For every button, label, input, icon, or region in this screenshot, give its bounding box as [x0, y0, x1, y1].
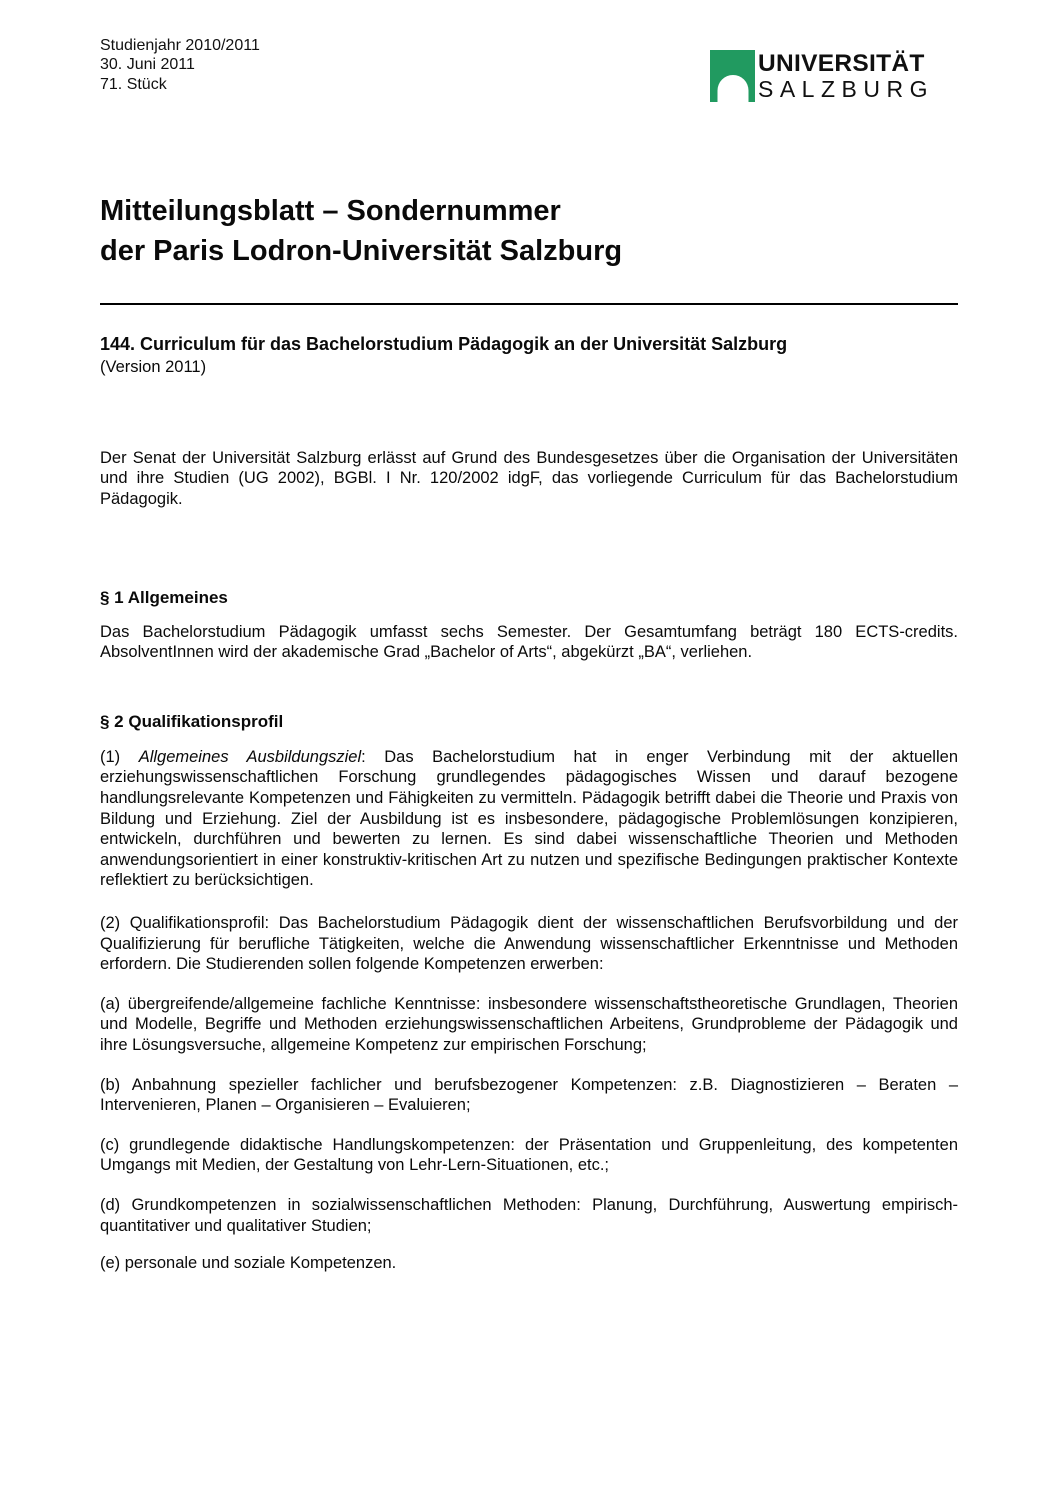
competency-item-c: (c) grundlegende didaktische Handlungskompetenzen: der Präsentation und Gruppenleitung, des kompetenten Umgangs mit Medien, der Gestaltung von Lehr-Lern-Situationen, etc.; — [100, 1135, 958, 1175]
logo-wordmark — [758, 50, 934, 102]
issue-studienjahr: Studienjahr 2010/2011 — [100, 37, 260, 54]
logo-wordmark-salzburg: SALZBURG — [758, 76, 934, 102]
section-2-paragraph-1 — [100, 747, 958, 891]
competency-item-d: (d) Grundkompetenzen in sozialwissenschaftlichen Methoden: Planung, Durchführung, Auswertung empirisch-quantitativer und qualitativer Studien; — [100, 1195, 958, 1235]
page-title-line1: Mitteilungsblatt – Sondernummer — [100, 194, 561, 227]
competency-item-a: (a) übergreifende/allgemeine fachliche Kenntnisse: insbesondere wissenschaftstheoretische Grundlagen, Theorien und Modelle, Begriffe und Methoden erziehungswissenschaftlichen Arbeitens, Grundprobleme der Pädagogik und ihre Lösungsversuche, allgemeine Kompetenz zur empirischen Forschung; — [100, 994, 958, 1054]
section-1-paragraph: Das Bachelorstudium Pädagogik umfasst sechs Semester. Der Gesamtumfang beträgt 180 ECTS-credits. AbsolventInnen wird der akademische Grad „Bachelor of Arts“, abgekürzt „BA“, verliehen. — [100, 622, 958, 662]
paragraph-1-number: (1) — [100, 747, 139, 766]
paragraph-1-text: : Das Bachelorstudium hat in enger Verbindung mit der aktuellen erziehungswissenschaftlichen Forschung grundlegendes pädagogisches Wissen und darauf bezogene handlungsrelevante Kompetenzen und Fähigkeiten zu vermitteln. Pädagogik betrifft dabei die Theorie und Praxis von Bildung und Erziehung. Ziel der Ausbildung ist es insbesondere, pädagogische Problemlösungen konzipieren, entwickeln, durchführen und bewerten zu lernen. Es sind dabei wissenschaftliche Theorien und Methoden anwendungsorientiert in einer konstruktiv-kritischen Art zu nutzen und spezifische Bedingungen praktischer Kontexte reflektiert zu berücksichtigen. — [100, 747, 958, 890]
competency-item-e: (e) personale und soziale Kompetenzen. — [100, 1254, 397, 1273]
dome-shape — [717, 75, 748, 102]
salzburg-dome-icon — [710, 50, 755, 102]
curriculum-heading: 144. Curriculum für das Bachelorstudium Pädagogik an der Universität Salzburg — [100, 333, 788, 354]
competency-item-b: (b) Anbahnung spezieller fachlicher und berufsbezogener Kompetenzen: z.B. Diagnostizieren – Beraten – Intervenieren, Planen – Organisieren – Evaluieren; — [100, 1075, 958, 1115]
paragraph-1-italic-term: Allgemeines Ausbildungsziel — [138, 747, 362, 766]
title-divider — [100, 303, 958, 305]
page-title — [100, 191, 958, 271]
page-title-line2: der Paris Lodron-Universität Salzburg — [100, 234, 623, 267]
section-2-heading: § 2 Qualifikationsprofil — [100, 711, 284, 731]
logo-wordmark-universitat: UNIVERSITÄT — [758, 50, 925, 77]
university-logo — [710, 50, 934, 102]
intro-paragraph: Der Senat der Universität Salzburg erlässt auf Grund des Bundesgesetzes über die Organisation der Universitäten und ihre Studien (UG 2002), BGBl. I Nr. 120/2002 idgF, das vorliegende Curriculum für das Bachelorstudium Pädagogik. — [100, 448, 958, 509]
issue-number: 71. Stück — [100, 75, 167, 93]
issue-date: 30. Juni 2011 — [100, 56, 195, 74]
section-2-paragraph-2: (2) Qualifikationsprofil: Das Bachelorstudium Pädagogik dient der wissenschaftlichen Berufsvorbildung und der Qualifizierung für berufliche Tätigkeiten, welche die Anwendung wissenschaftlicher Erkenntnisse und Methoden erfordern. Die Studierenden sollen folgende Kompetenzen erwerben: — [100, 914, 958, 974]
section-1-heading: § 1 Allgemeines — [100, 587, 228, 607]
version-label: (Version 2011) — [100, 357, 207, 376]
